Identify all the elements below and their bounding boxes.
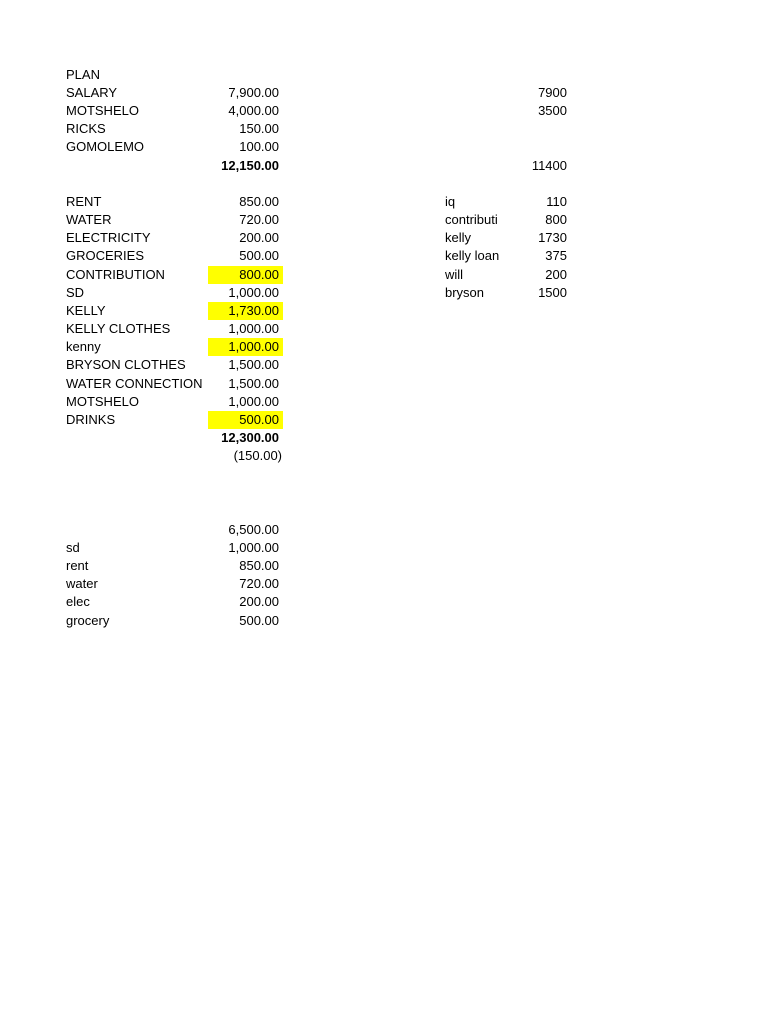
expense-label-electricity: ELECTRICITY <box>66 230 151 245</box>
expenses-total: 12,300.00 <box>221 430 279 445</box>
expense-amount-kelly: 1,730.00 <box>208 302 283 320</box>
side-label-will: will <box>445 267 464 282</box>
income-label-motshelo: MOTSHELO <box>66 103 139 118</box>
side-value-iq: 110 <box>546 194 567 209</box>
expense-label-water-connection: WATER CONNECTION <box>66 376 203 391</box>
expense-label-motshelo: MOTSHELO <box>66 394 139 409</box>
expense-amount-drinks: 500.00 <box>208 411 283 429</box>
second-label-water: water <box>66 576 98 591</box>
second-label-grocery: grocery <box>66 613 110 628</box>
expense-label-kenny: kenny <box>66 339 101 354</box>
income-amount-motshelo: 4,000.00 <box>228 103 279 118</box>
second-amount-sd: 1,000.00 <box>228 540 279 555</box>
expense-amount-sd: 1,000.00 <box>228 285 279 300</box>
income-label-gomolemo: GOMOLEMO <box>66 139 145 154</box>
income-total-alt: 11400 <box>531 158 567 173</box>
expense-amount-groceries: 500.00 <box>239 248 279 263</box>
expense-label-sd: SD <box>66 285 85 300</box>
expense-amount-rent: 850.00 <box>239 194 279 209</box>
expense-amount-bryson-clothes: 1,500.00 <box>228 357 279 372</box>
second-amount-grocery: 500.00 <box>239 613 279 628</box>
expense-amount-water: 720.00 <box>239 212 279 227</box>
income-alt-salary: 7900 <box>538 85 567 100</box>
side-value-kelly: 1730 <box>538 230 567 245</box>
side-label-kelly: kelly <box>445 230 472 245</box>
expense-label-kelly: KELLY <box>66 303 106 318</box>
second-amount-water: 720.00 <box>239 576 279 591</box>
expense-label-contribution: CONTRIBUTION <box>66 267 165 282</box>
second-amount-rent: 850.00 <box>239 558 279 573</box>
expense-label-water: WATER <box>66 212 112 227</box>
expense-label-bryson-clothes: BRYSON CLOTHES <box>66 357 186 372</box>
side-label-iq: iq <box>445 194 456 209</box>
expense-amount-contribution: 800.00 <box>208 266 283 284</box>
income-label-ricks: RICKS <box>66 121 106 136</box>
income-label-salary: SALARY <box>66 85 118 100</box>
expense-amount-water-connection: 1,500.00 <box>228 376 279 391</box>
income-alt-motshelo: 3500 <box>538 103 567 118</box>
plan-title: PLAN <box>66 67 100 82</box>
side-value-will: 200 <box>545 267 567 282</box>
second-label-elec: elec <box>66 594 90 609</box>
expense-label-drinks: DRINKS <box>66 412 116 427</box>
side-label-bryson: bryson <box>445 285 485 300</box>
expense-amount-kenny: 1,000.00 <box>208 338 283 356</box>
second-label-sd: sd <box>66 540 80 555</box>
balance: (150.00) <box>233 448 282 463</box>
second-label-rent: rent <box>66 558 89 573</box>
expense-amount-electricity: 200.00 <box>239 230 279 245</box>
income-amount-salary: 7,900.00 <box>228 85 279 100</box>
second-header-amount: 6,500.00 <box>228 522 279 537</box>
side-value-contributi: 800 <box>545 212 567 227</box>
income-total: 12,150.00 <box>221 158 279 173</box>
expense-label-kelly-clothes: KELLY CLOTHES <box>66 321 171 336</box>
income-amount-ricks: 150.00 <box>239 121 279 136</box>
side-value-kelly-loan: 375 <box>545 248 567 263</box>
expense-amount-motshelo: 1,000.00 <box>228 394 279 409</box>
income-amount-gomolemo: 100.00 <box>239 139 279 154</box>
second-amount-elec: 200.00 <box>239 594 279 609</box>
side-value-bryson: 1500 <box>538 285 567 300</box>
side-label-contributi: contributi <box>445 212 498 227</box>
side-label-kelly-loan: kelly loan <box>445 248 500 263</box>
expense-label-groceries: GROCERIES <box>66 248 145 263</box>
expense-amount-kelly-clothes: 1,000.00 <box>228 321 279 336</box>
expense-label-rent: RENT <box>66 194 102 209</box>
